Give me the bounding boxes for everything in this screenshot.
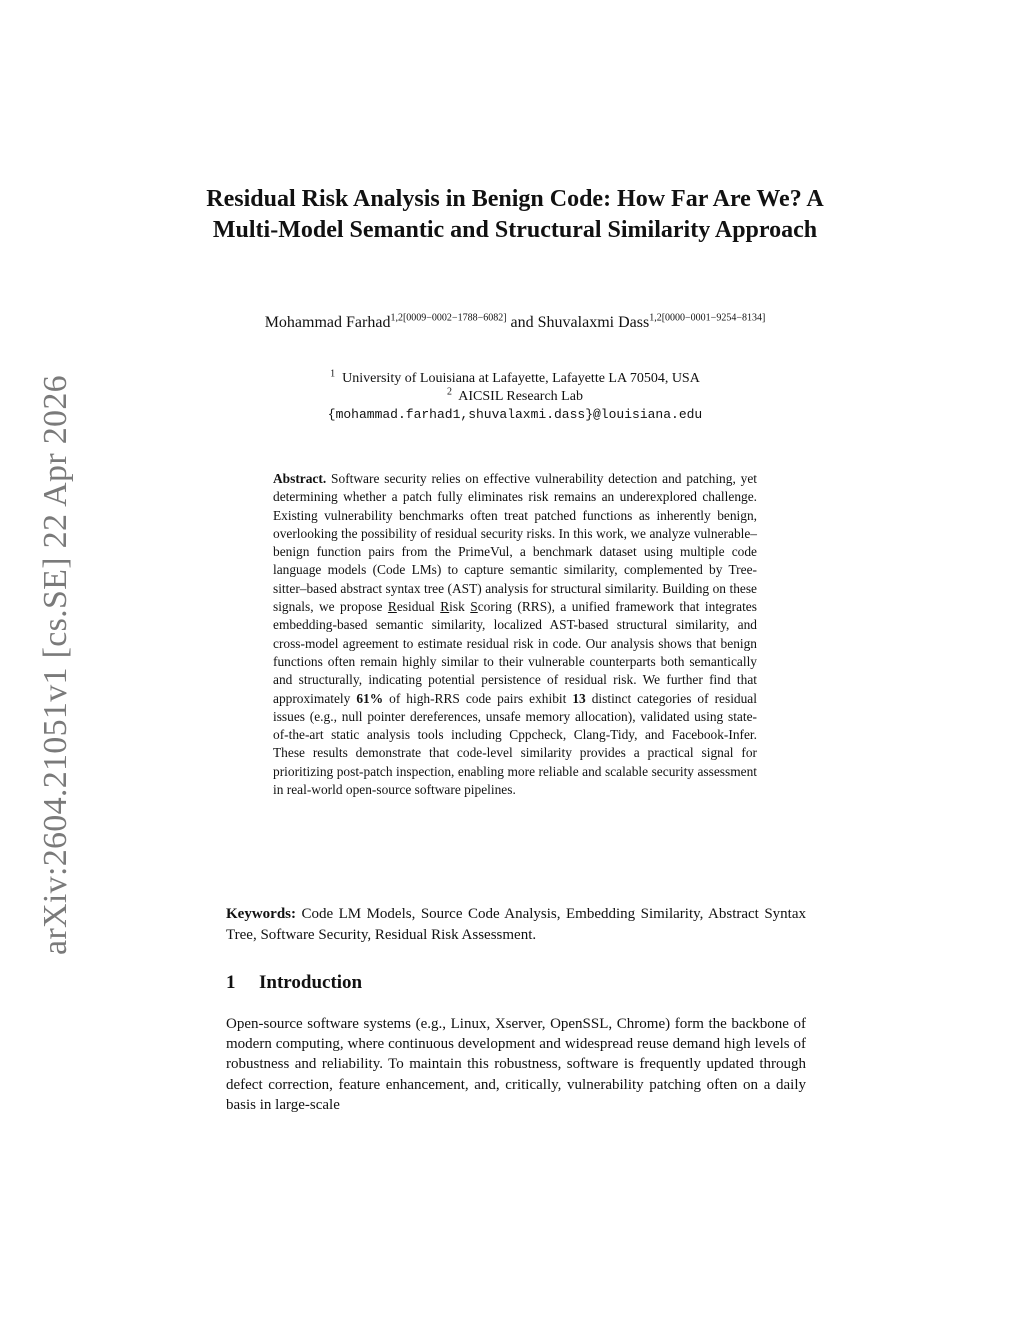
arxiv-identifier: arXiv:2604.21051v1 [cs.SE] 22 Apr 2026 xyxy=(37,375,74,955)
affiliation-1 xyxy=(230,370,800,388)
abstract-text: coring xyxy=(477,599,512,615)
acronym-letter: R xyxy=(440,599,450,615)
abstract-text: distinct categories of residual issues (e.g., null pointer dereferences, unsafe memory allocation), validated using state-of-the-art static analysis tools including Cppcheck, Clang-Tidy, and Facebook-Infer. These results demonstrate that code-level similarity provides a practical signal for prioritizing post-patch inspection, enabling more reliable and scalable security assessment in real-world open-source software pipelines. xyxy=(273,690,757,798)
affiliation-2 xyxy=(230,388,800,406)
abstract-highlight: 13 xyxy=(572,690,586,706)
abstract-text: Software security relies on effective vulnerability detection and patching, yet determining whether a patch fully eliminates risk remains an underexplored challenge. Existing vulnerability benchmarks often treat patched functions as inherently benign, overlooking the possibility of residual security risks. In this work, we analyze vulnerable–benign function pairs from the PrimeVul, a benchmark dataset using multiple code language models (Code LMs) to capture semantic similarity, complemented by Tree-sitter–based abstract syntax tree (AST) analysis for structural similarity. Building on these signals, we propose xyxy=(273,471,757,615)
author-email: {mohammad.farhad1,shuvalaxmi.dass}@louisiana.edu xyxy=(327,407,703,422)
abstract-text: esidual xyxy=(396,599,435,615)
keywords xyxy=(226,904,806,946)
intro-paragraph: Open-source software systems (e.g., Linux, Xserver, OpenSSL, Chrome) form the backbone of modern computing, where continuous development and widespread reuse demand high levels of robustness and reliability. To maintain this robustness, software is frequently updated through defect correction, feature enhancement, and, critically, vulnerability patching often on a daily basis in large-scale xyxy=(226,1016,806,1113)
section-heading xyxy=(226,972,362,994)
abstract-label: Abstract. xyxy=(273,471,327,486)
affiliation-text: University of Louisiana at Lafayette, Lafayette LA 70504, USA xyxy=(342,371,700,386)
acronym-letter: S xyxy=(470,599,478,615)
section-title: Introduction xyxy=(259,972,363,993)
author-list xyxy=(230,312,800,334)
section-number: 1 xyxy=(226,972,236,993)
author-conjunction: and xyxy=(510,314,534,331)
keywords-text: Code LM Models, Source Code Analysis, Embedding Similarity, Abstract Syntax Tree, Software Security, Residual Risk Assessment. xyxy=(226,906,806,943)
author-superscript: 1,2[0000−0001−9254−8134] xyxy=(649,312,766,324)
abstract-text: isk xyxy=(449,599,465,615)
acronym-letter: R xyxy=(387,599,397,615)
paper-title: Residual Risk Analysis in Benign Code: How Far Are We? A Multi-Model Semantic and Structural Similarity Approach xyxy=(206,186,824,243)
affiliations xyxy=(230,370,800,424)
affiliation-number: 2 xyxy=(447,386,453,398)
abstract-text: (RRS), a unified framework that integrates embedding-based semantic similarity, localized AST-based structural similarity, and cross-model agreement to estimate residual risk in code. Our analysis shows that benign functions often remain highly similar to their vulnerable counterparts both semantically and structurally, indicating potential persistence of residual risk. We further find that approximately xyxy=(273,599,757,706)
abstract xyxy=(273,470,757,799)
author-name: Shuvalaxmi Dass xyxy=(537,314,650,331)
keywords-label: Keywords: xyxy=(226,906,296,922)
affiliation-text: AICSIL Research Lab xyxy=(458,389,583,404)
author-superscript: 1,2[0009−0002−1788−6082] xyxy=(390,312,507,324)
affiliation-number: 1 xyxy=(330,368,336,380)
abstract-highlight: 61% xyxy=(356,690,384,706)
abstract-text: of high-RRS code pairs exhibit xyxy=(389,690,567,706)
author-name: Mohammad Farhad xyxy=(264,314,391,331)
